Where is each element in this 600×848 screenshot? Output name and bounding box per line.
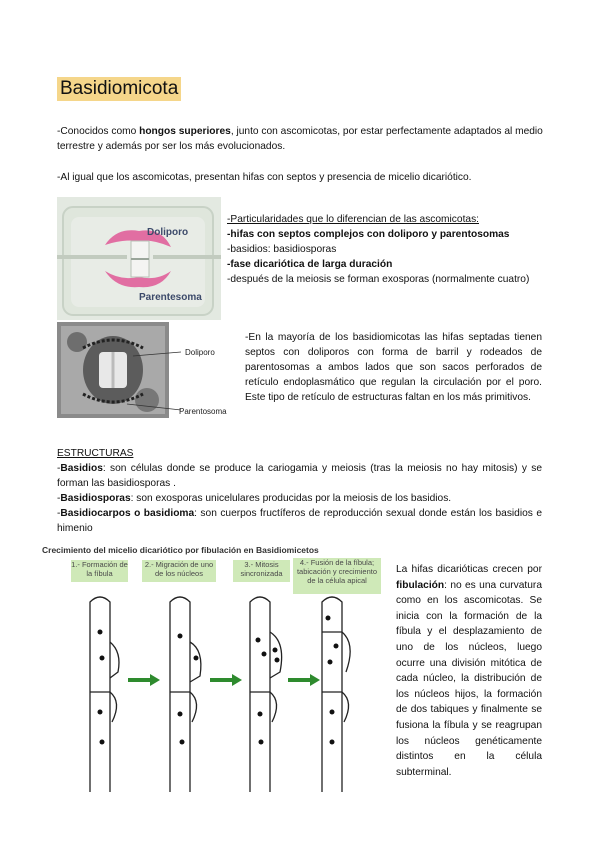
fibulacion-term: fibulación	[396, 579, 445, 591]
fig2-label-parentosoma: Parentosoma	[179, 407, 227, 416]
step-4-label: 4.- Fusión de la fíbula; tabicación y crecimiento de la célula apical	[293, 558, 381, 594]
doliporo-illustration-svg	[57, 197, 221, 320]
basidiosporas-definition: : son exosporas unicelulares producidas por la meiosis de los basidios.	[130, 493, 452, 504]
fibulacion-text-post: : no es una curvatura como en los ascomicotas. Se inicia con la formación de la fíbula y el desplazamiento de uno de los núcleos, luego ocurre una división mitótica de cada núcleo, la distribución de los núcleos hijos, la formación de dos tabiques y finalmente se fusiona la fíbula y se reagrupan los núcleos genéticamente distintos en la célula subterminal.	[396, 579, 542, 778]
step-3-label: 3.- Mitosis sincronizada	[233, 560, 290, 582]
basidiocarpos-definition: : son cuerpos fructíferos de reproducción sexual donde están los basidios e himenio	[57, 508, 542, 534]
doliporo-illustration	[57, 197, 221, 320]
particularidades-heading: -Particularidades que lo diferencian de las ascomicotas:	[227, 214, 479, 225]
fibulacion-diagram	[60, 592, 390, 812]
basidios-term: Basidios	[60, 463, 103, 474]
fig1-label-parentesoma: Parentesoma	[139, 292, 202, 303]
intro-paragraph	[57, 124, 547, 154]
fig1-label-doliporo: Doliporo	[147, 227, 189, 238]
intro-text-pre: -Conocidos como	[57, 126, 140, 137]
fig2-label-doliporo: Doliporo	[185, 348, 215, 357]
estructura-basidiosporas: -Basidiosporas: son exosporas unicelulares producidas por la meiosis de los basidios.	[57, 493, 452, 504]
particularidad-3: -fase dicariótica de larga duración	[227, 259, 393, 270]
fibulacion-description	[396, 562, 542, 780]
basidios-definition: : son células donde se produce la cariogamia y meiosis (tras la meiosis no hay mitosis) y se forman las basidiosporas .	[57, 463, 542, 489]
estructuras-heading: ESTRUCTURAS	[57, 448, 134, 459]
basidiocarpos-term: Basidiocarpos o basidioma	[60, 508, 195, 519]
intro-paragraph-2: -Al igual que los ascomicotas, presentan hifas con septos y presencia de micelio dicariótico.	[57, 172, 472, 183]
doliporo-micrograph-svg	[57, 322, 237, 418]
fibulacion-figure-title: Crecimiento del micelio dicariótico por fibulación en Basidiomicetos	[42, 545, 319, 555]
particularidad-4: -después de la meiosis se forman exosporas (normalmente cuatro)	[227, 274, 530, 285]
doliporo-description: -En la mayoría de los basidiomicotas las hifas septadas tienen septos con doliporos con forma de barril y rodeados de parentosomas a ambos lados que son sacos perforados de retículo endoplasmático que regulan la circulación por el poro. Este tipo de retículo de estructuras faltan en los más primitivos.	[245, 332, 542, 403]
estructura-basidiocarpos: -Basidiocarpos o basidioma: son cuerpos fructíferos de reproducción sexual donde están los basidios e himenio	[57, 508, 542, 534]
estructuras-section	[57, 446, 542, 536]
particularidad-2: -basidios: basidiosporas	[227, 244, 337, 255]
basidiosporas-term: Basidiosporas	[60, 493, 131, 504]
estructura-basidios: -Basidios: son células donde se produce la cariogamia y meiosis (tras la meiosis no hay mitosis) y se forman las basidiosporas .	[57, 463, 542, 489]
fibulacion-diagram-svg	[60, 592, 390, 812]
intro-bold-term: hongos superiores	[139, 126, 231, 137]
step-2-label: 2.- Migración de uno de los núcleos	[142, 560, 216, 582]
particularidad-1: -hifas con septos complejos con doliporo y parentosomas	[227, 229, 510, 240]
doliporo-micrograph	[57, 322, 237, 418]
page-title: Basidiomicota	[57, 77, 181, 101]
step-1-label: 1.- Formación de la fíbula	[71, 560, 128, 582]
intro-text-post: , junto con ascomicotas, por estar perfectamente adaptados al medio terrestre y además por ser los más evolucionados.	[57, 126, 543, 152]
particularidades-list	[227, 212, 542, 287]
fibulacion-text-pre: La hifas dicarióticas crecen por	[396, 564, 542, 575]
